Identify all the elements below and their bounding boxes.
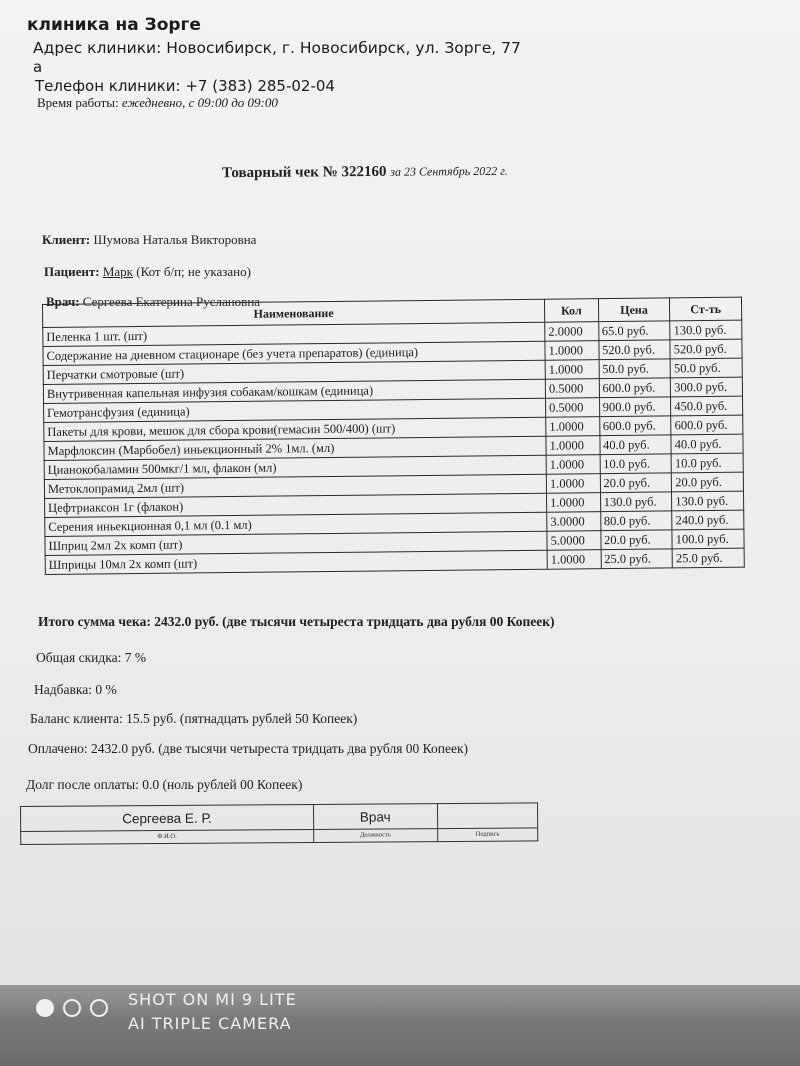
item-price: 520.0 руб. (598, 340, 670, 360)
item-qty: 2.0000 (545, 322, 599, 342)
item-qty: 0.5000 (545, 379, 599, 399)
item-sum: 300.0 руб. (671, 377, 743, 397)
item-sum: 20.0 руб. (672, 472, 744, 492)
signature-position: Врач (313, 804, 437, 830)
client-name: Шумова Наталья Викторовна (93, 232, 257, 247)
client-line (42, 232, 256, 248)
watermark-ring-icon (90, 999, 108, 1017)
total-sum (38, 614, 555, 630)
watermark-line-1: SHOT ON MI 9 LITE (128, 990, 297, 1009)
clinic-address: Адрес клиники: Новосибирск, г. Новосибирск, ул. Зорге, 77 (33, 39, 521, 57)
header-price: Цена (598, 298, 670, 322)
item-qty: 1.0000 (547, 550, 601, 570)
patient-details: (Кот б/п; не указано) (136, 264, 251, 279)
header-qty: Кол (544, 299, 598, 323)
item-price: 20.0 руб. (600, 473, 672, 493)
signature-field (437, 803, 537, 829)
clinic-hours-value: ежедневно, с 09:00 до 09:00 (121, 95, 278, 110)
clinic-hours-label: Время работы: (37, 95, 122, 110)
total-sum-text: Итого сумма чека: 2432.0 руб. (две тысячи четыреста тридцать два рубля 00 Копеек) (38, 614, 555, 629)
clinic-hours (37, 95, 278, 111)
item-sum: 450.0 руб. (671, 396, 743, 416)
item-name: Марфлоксин (Марбобел) иньекционный 2% 1мл. (мл) (44, 436, 546, 460)
markup: Надбавка: 0 % (34, 682, 117, 697)
item-name: Цефтриаксон 1г (флакон) (45, 493, 547, 517)
debt-after-payment: Долг после оплаты: 0.0 (ноль рублей 00 Копеек) (26, 777, 303, 792)
item-qty: 1.0000 (546, 474, 600, 494)
doctor-label: Врач: (46, 294, 80, 309)
item-sum: 600.0 руб. (671, 415, 743, 435)
item-qty: 5.0000 (547, 531, 601, 551)
item-name: Шприц 2мл 2х комп (шт) (45, 531, 547, 555)
item-qty: 1.0000 (547, 493, 601, 513)
receipt-title (222, 163, 508, 182)
item-sum: 50.0 руб. (670, 358, 742, 378)
clinic-address-continuation: а (33, 58, 43, 76)
items-table (42, 297, 745, 575)
discount: Общая скидка: 7 % (36, 650, 147, 665)
item-name: Гемотрансфузия (единица) (44, 398, 546, 422)
item-name: Шприцы 10мл 2х комп (шт) (45, 550, 547, 574)
clinic-name: клиника на Зорге (27, 15, 201, 35)
item-price: 10.0 руб. (600, 454, 672, 474)
item-qty: 3.0000 (547, 512, 601, 532)
item-qty: 1.0000 (545, 360, 599, 380)
item-name: Пеленка 1 шт. (шт) (43, 322, 545, 346)
item-price: 20.0 руб. (600, 530, 672, 550)
background-surface (0, 985, 800, 1066)
item-qty: 1.0000 (545, 341, 599, 361)
receipt-date: за 23 Сентябрь 2022 г. (390, 163, 508, 179)
signature-name: Сергеева Е. Р. (21, 804, 314, 831)
patient-line (44, 264, 251, 280)
item-sum: 130.0 руб. (670, 320, 742, 340)
patient-label: Пациент: (44, 264, 100, 279)
item-sum: 520.0 руб. (670, 339, 742, 359)
item-sum: 25.0 руб. (672, 548, 744, 568)
item-qty: 0.5000 (546, 398, 600, 418)
item-price: 600.0 руб. (599, 378, 671, 398)
caption-position: Должность (313, 829, 437, 843)
header-sum: Ст-ть (670, 297, 742, 321)
clinic-phone: Телефон клиники: +7 (383) 285-02-04 (35, 77, 335, 95)
item-name: Цианокобаламин 500мкг/1 мл, флакон (мл) (44, 455, 546, 479)
item-sum: 130.0 руб. (672, 491, 744, 511)
client-label: Клиент: (42, 232, 91, 247)
item-sum: 40.0 руб. (671, 434, 743, 454)
header-name: Наименование (43, 299, 545, 327)
item-price: 25.0 руб. (601, 549, 673, 569)
item-price: 65.0 руб. (598, 321, 670, 341)
item-price: 40.0 руб. (599, 435, 671, 455)
item-sum: 100.0 руб. (672, 529, 744, 549)
doctor-name: Сергеева Екатерина Руслановна (82, 294, 261, 309)
receipt-number: Товарный чек № 322160 (221, 163, 387, 182)
item-price: 900.0 руб. (599, 397, 671, 417)
watermark-dot-icon (36, 999, 54, 1017)
item-qty: 1.0000 (546, 436, 600, 456)
item-sum: 10.0 руб. (671, 453, 743, 473)
item-name: Внутривенная капельная инфузия собакам/кошкам (единица) (43, 379, 545, 403)
item-sum: 240.0 руб. (672, 510, 744, 530)
item-name: Содержание на дневном стационаре (без учета препаратов) (единица) (43, 341, 545, 365)
item-qty: 1.0000 (546, 455, 600, 475)
client-balance: Баланс клиента: 15.5 руб. (пятнадцать рублей 50 Копеек) (30, 711, 358, 726)
item-price: 130.0 руб. (600, 492, 672, 512)
watermark-ring-icon (63, 999, 81, 1017)
item-name: Перчатки смотровые (шт) (43, 360, 545, 384)
item-qty: 1.0000 (546, 417, 600, 437)
item-name: Метоклопрамид 2мл (шт) (44, 474, 546, 498)
item-price: 50.0 руб. (599, 359, 671, 379)
signature-table (20, 802, 538, 845)
item-name: Пакеты для крови, мешок для сбора крови(гемасин 500/400) (шт) (44, 417, 546, 441)
item-name: Серения иньекционная 0,1 мл (0.1 мл) (45, 512, 547, 536)
patient-name-link[interactable]: Марк (102, 264, 133, 279)
watermark-line-2: AI TRIPLE CAMERA (128, 1014, 292, 1033)
item-price: 600.0 руб. (599, 416, 671, 436)
item-price: 80.0 руб. (600, 511, 672, 531)
paid-amount: Оплачено: 2432.0 руб. (две тысячи четыреста тридцать два рубля 00 Копеек) (28, 741, 469, 756)
caption-name: Ф.И.О. (21, 829, 314, 844)
caption-sign: Подпись (437, 828, 537, 842)
